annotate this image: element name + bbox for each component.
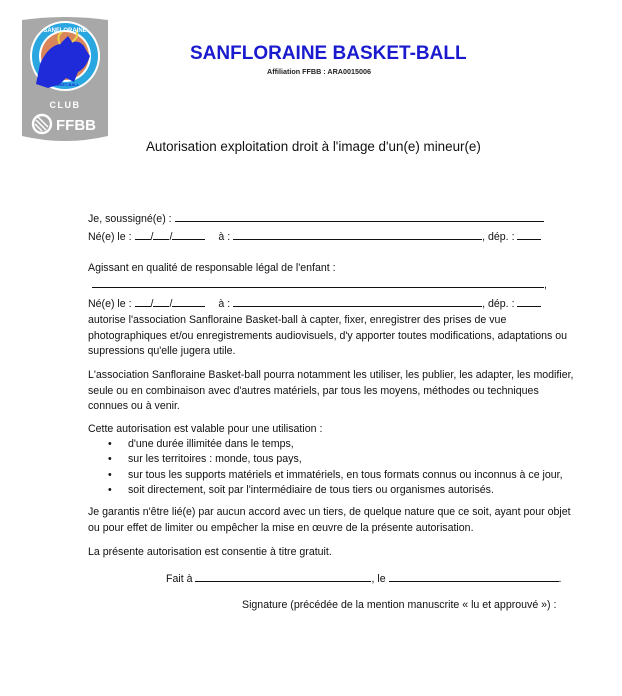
child-place-field[interactable] — [233, 297, 482, 307]
svg-text:BASKET-BALL: BASKET-BALL — [50, 82, 80, 87]
child-place-label: à : — [218, 298, 231, 310]
list-item: • d'une durée illimitée dans le temps, — [88, 437, 563, 452]
list-item: • soit directement, soit par l'intermédiaire de tous tiers ou organismes autorisés. — [88, 483, 563, 498]
done-at-row: Fait à , le . — [166, 573, 562, 585]
signer-name-label: Je, soussigné(e) : — [88, 213, 172, 225]
bullet-icon: • — [108, 468, 112, 481]
signer-name-field[interactable] — [175, 212, 544, 222]
signer-birth-label: Né(e) le : — [88, 231, 132, 243]
child-birth-row: Né(e) le : / / à : , dép. : — [88, 297, 541, 310]
validity-intro: Cette autorisation est valable pour une utilisation : — [88, 423, 323, 435]
signer-name-row — [88, 212, 544, 225]
child-birth-month-field[interactable] — [153, 297, 169, 307]
signer-dept-field[interactable] — [517, 230, 541, 240]
affiliation-number: Affiliation FFBB : ARA0015006 — [267, 67, 371, 76]
date-label: , le — [371, 573, 386, 585]
signer-place-label: à : — [218, 231, 231, 243]
child-birth-label: Né(e) le : — [88, 298, 132, 310]
svg-text:FFBB: FFBB — [56, 117, 96, 134]
svg-text:CLUB: CLUB — [49, 100, 81, 110]
guardian-intro: Agissant en qualité de responsable légal de l'enfant : — [88, 262, 336, 274]
bullet-icon: • — [108, 438, 112, 450]
signer-place-field[interactable] — [233, 230, 482, 240]
usage-paragraph: L'association Sanfloraine Basket-ball pourra notamment les utiliser, les publier, les adapter, les modifier, seule ou en combinaison avec d'autres matériels, par tous les moyens, méthodes ou techniques connues ou à venir. — [88, 369, 574, 412]
signer-birth-day-field[interactable] — [135, 230, 151, 240]
signer-birth-year-field[interactable] — [172, 230, 205, 240]
signature-area[interactable] — [242, 618, 572, 678]
done-at-label: Fait à — [166, 573, 193, 585]
child-birth-year-field[interactable] — [172, 297, 205, 307]
signer-birth-month-field[interactable] — [153, 230, 169, 240]
svg-text:SANFLORAINE: SANFLORAINE — [43, 28, 87, 34]
child-dept-field[interactable] — [517, 297, 541, 307]
child-name-field[interactable] — [92, 278, 544, 288]
guarantee-paragraph: Je garantis n'être lié(e) par aucun accord avec un tiers, de quelque nature que ce soit, ayant pour objet ou pour effet de limiter ou empêcher la mise en œuvre de la présente autorisation. — [88, 506, 571, 534]
child-name-row: , — [92, 278, 547, 291]
done-at-date-field[interactable] — [389, 572, 559, 582]
list-item: • sur les territoires : monde, tous pays, — [88, 452, 563, 467]
bullet-icon: • — [108, 483, 112, 496]
child-dept-label: , dép. : — [482, 298, 515, 310]
club-logo — [20, 16, 110, 144]
validity-list — [88, 437, 563, 498]
signer-birth-row: Né(e) le : / / à : , dép. : — [88, 230, 541, 243]
signature-label: Signature (précédée de la mention manuscrite « lu et approuvé ») : — [242, 599, 557, 611]
free-of-charge-statement: La présente autorisation est consentie à titre gratuit. — [88, 546, 332, 558]
done-at-place-field[interactable] — [195, 572, 371, 582]
club-name-heading: SANFLORAINE BASKET-BALL — [190, 43, 467, 64]
child-birth-day-field[interactable] — [135, 297, 151, 307]
authorization-paragraph: autorise l'association Sanfloraine Basket-ball à capter, fixer, enregistrer des prises de vue photographiques et/ou enregistrements audiovisuels, d'y apporter toutes modifications, adaptations ou supressions qu'elle jugera utile. — [88, 314, 568, 357]
signer-dept-label: , dép. : — [482, 231, 515, 243]
document-title: Autorisation exploitation droit à l'image d'un(e) mineur(e) — [146, 139, 481, 154]
list-item: • sur tous les supports matériels et immatériels, en tous formats connus ou inconnus à ce jour, — [88, 468, 563, 483]
sanfloraine-ffbb-badge-icon — [20, 16, 110, 144]
bullet-icon: • — [108, 453, 112, 466]
